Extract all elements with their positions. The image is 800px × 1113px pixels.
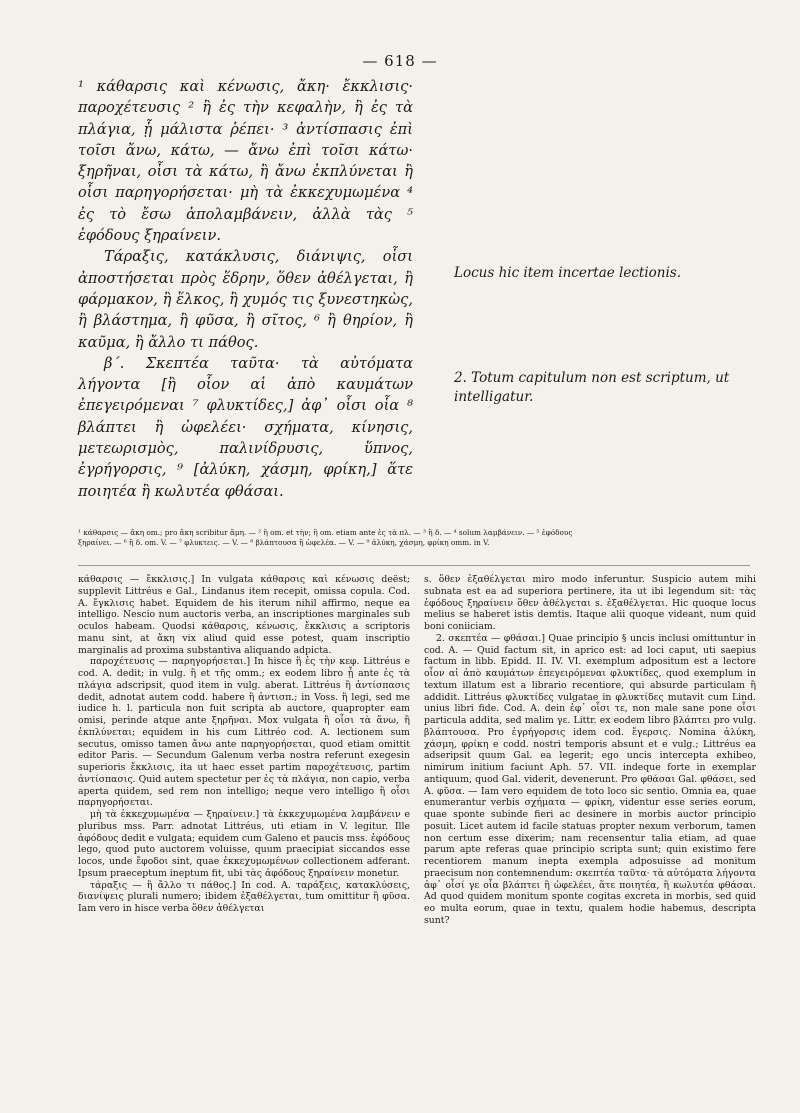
footnote-line: ¹ κάθαρσις — ἄκη om.; pro ἄκη scribitur ἄμη. — ² ἢ om. et τὴν; ἢ om. etiam ante ἐς τὰ πλ. — ³ ἢ δ. — ⁴ solum λαμβάνειν. — ⁵ ἐφόδους xyxy=(78,528,573,537)
commentary-right-column xyxy=(424,574,756,927)
side-note: Locus hic item incertae lectionis. xyxy=(454,265,681,281)
page-number: — 618 — xyxy=(362,52,438,70)
commentary-paragraph: 2. σκεπτέα — φθάσαι.] Quae principio § uncis inclusi omittuntur in cod. A. — Quid factum sit, in aprico est: ad loci caput, uti saepius factum in libb. Epidd. II. IV. VI. exemplum adpositum est a lectore οἷον αἱ ἀπὸ καυμάτων ἐπεγειρόμεναι φλυκτίδες, quod exemplum in textum illatum est a librario recentiore, qui absurde particulam ἢ addidit. Littréus φλυκτίδες vulgatae in φλυκτίδες mutavit cum Lind. unius libri fide. Cod. A. dein ἐφ᾽ οἷσι τε, non male sane pone οἷσι particula addita, sed malim γε. Littr. ex eodem libro βλάπτει pro vulg. βλάπτουσα. Pro ἐγρήγορσις idem cod. ἔγερσις. Nomina ἀλύκη, χάσμη, φρίκη e codd. nostri temporis absunt et e vulg.; Littréus ea adseripsit quum Gal. ea legerit; ego uncis intercepta exhibeo, nimirum initium faciunt Aph. 57. VII. indeque forte in exemplar antiquum, quod Gal. viderit, devenerunt. Pro φθάσαι Gal. φθάσει, sed A. φῦσα. — Iam vero equidem de toto loco sic sentio. Omnia ea, quae enumerantur verbis σχήματα — φρίκη, videntur esse series eorum, quae sponte subinde fieri ac desinere in morbis auctor principio posuit. Licet autem id facile statuas propter nexum verborum, tamen non certum esse dixerim; nam recensentur talia etiam, ad quae parum apte referas quae principio scripta sunt; quin existimo fere recentiorem manum inepta exempla adposuisse ad monitum praecisum non contemnendum: σκεπτέα ταῦτα· τὰ αὐτόματα λήγοντα ἀφ᾽ οἷσί γε οἷα βλάπτει ἢ ὠφελέει, ἅτε ποιητέα, ἢ κωλυτέα φθάσαι. Ad quod quidem monitum sponte cogitas excreta in morbis, sed quid eo multa eorum, quae in textu, qualem hodie habemus, descripta sunt? xyxy=(424,632,756,926)
footnotes xyxy=(78,528,750,548)
commentary-paragraph: κάθαρσις — ἔκκλισις.] In vulgata κάθαρσις καὶ κένωσις deëst; supplevit Littréus e Gal., Lindanus item recepit, omissa copula. Cod. A. ἔγκλισις habet. Equidem de his iterum nihil affirmo, neque ea intelligo. Nescio num auctoris verba, an inscriptiones marginales sub oculos habeam. Quodsi κάθαρσις, κένωσις, ἔκκλισις a scriptoris manu sint, at ἄκη vix aliud quid esse potest, quam inscriptio marginalis ad proxima substantiva aliquando adpicta. xyxy=(78,574,410,656)
commentary-paragraph: s. ὅθεν ἐξαθέλγεται miro modo inferuntur. Suspicio autem mihi subnata est ea ad superiora pertinere, ita ut ibi legendum sit: τὰς ἐφόδους ξηραίνειν ὅθεν ἀθέλγεται s. ἐξαθέλγεται. Hic quoque locus melius se haberet istis demtis. Itaque alii quoque videant, num quid boni coniiciam. xyxy=(424,574,756,632)
commentary-paragraph: τάραξις — ἢ ἄλλο τι πάθος.] In cod. A. ταράξεις, κατακλύσεις, διανίψεις plurali numero; ibidem ἐξαθέλγεται, tum omittitur ἢ φῦσα. Iam vero in hisce verba ὅθεν ἀθέλγεται xyxy=(78,879,410,914)
commentary-paragraph: παροχέτευσις — παρηγορήσεται.] In hisce ἢ ἐς τὴν κεφ. Littréus e cod. A. dedit; in vulg. ἢ et τῆς omm.; ex eodem libro ᾗ ante ἐς τὰ πλάγια adscripsit, quod item in vulg. aberat. Littréus ἢ ἀντίσπασις dedit, adnotat autem codd. habere ἢ ἀντισπ.; in Voss. ἢ legi, sed me iudice h. l. particula non fuit scripta ab auctore, quapropter eam omisi, perinde atque ante ξηρῆναι. Mox vulgata ἢ οἷσι τὰ ἄνω, ἢ ἐκπλύνεται; equidem in his cum Littréo cod. A. lectionem sum secutus, omisso tamen ἄνω ante παρηγορήσεται, quod etiam omittit editor Paris. — Secundum Galenum verba nostra referunt exegesin superioris ἔκκλισις, ita ut haec esset partim παροχέτευσις, partim ἀντίσπασις. Quid autem spectetur per ἐς τὰ πλάγια, non capio, verba aperta quidem, sed rem non intelligo; neque vero intelligo ἢ οἷσι παρηγορήσεται. xyxy=(78,656,410,809)
commentary-left-column xyxy=(78,574,410,915)
greek-paragraph: ¹ κάθαρσις καὶ κένωσις, ἄκη· ἔκκλισις· παροχέτευσις ² ἢ ἐς τὴν κεφαλὴν, ἢ ἐς τὰ πλάγια, ᾗ μάλιστα ῥέπει· ³ ἀντίσπασις ἐπὶ τοῖσι ἄνω, κάτω, — ἄνω ἐπὶ τοῖσι κάτω· ξηρῆναι, οἷσι τὰ κάτω, ἢ ἄνω ἐκπλύνεται ἢ οἷσι παρηγορήσεται· μὴ τὰ ἐκκεχυμωμένα ⁴ ἐς τὸ ἔσω ἀπολαμβάνειν, ἀλλὰ τὰς ⁵ ἐφόδους ξηραίνειν. xyxy=(78,78,413,245)
greek-paragraph: β΄. Σκεπτέα ταῦτα· τὰ αὐτόματα λήγοντα [ἢ οἷον αἱ ἀπὸ καυμάτων ἐπεγειρόμεναι ⁷ φλυκτίδες,] ἀφ᾽ οἷσι οἷα ⁸ βλάπτει ἢ ὠφελέει· σχήματα, κίνησις, μετεωρισμὸς, παλινίδρυσις, ὕπνος, ἐγρήγορσις, ⁹ [ἀλύκη, χάσμη, φρίκη,] ἅτε ποιητέα ἢ κωλυτέα φθάσαι. xyxy=(78,354,413,500)
footnote-line: ξηραίνει. — ⁶ ἢ δ. om. V. — ⁷ φλυκτεις. — V. — ⁸ βλάπτουσα ἢ ὠφελέα. — V. — ⁹ ἀλύκη, χάσμη, φρίκη omm. in V. xyxy=(78,538,490,547)
greek-main-text xyxy=(78,76,413,502)
greek-paragraph: Τάραξις, κατάκλυσις, διάνιψις, οἷσι ἀποστήσεται πρὸς ἕδρην, ὅθεν ἀθέλγεται, ἢ φάρμακον, ἢ ἕλκος, ἢ χυμός τις ξυνεστηκὼς, ἢ βλάστημα, ἢ φῦσα, ἢ σῖτος, ⁶ ἢ θηρίον, ἢ καῦμα, ἢ ἄλλο τι πάθος. xyxy=(78,248,413,351)
side-note: 2. Totum capitulum non est scriptum, ut intelligatur. xyxy=(454,370,730,405)
commentary-paragraph: μὴ τὰ ἐκκεχυμωμένα — ξηραίνειν.] τὰ ἐκκεχυμωμένα λαμβάνειν e pluribus mss. Parr. adnotat Littréus, uti etiam in V. legitur. Ille ἀφόδους dedit e vulgata; equidem cum Galeno et paucis mss. ἐφόδους lego, quod puto auctorem voluisse, quum praecipiat siccandos esse locos, unde ἔφοδοι sint, quae ἐκκεχυμωμένων collectionem adferant. Ipsum praeceptum ineptum fit, ubi τὰς ἀφόδους ξηραίνειν monetur. xyxy=(78,809,410,879)
divider xyxy=(78,565,750,566)
